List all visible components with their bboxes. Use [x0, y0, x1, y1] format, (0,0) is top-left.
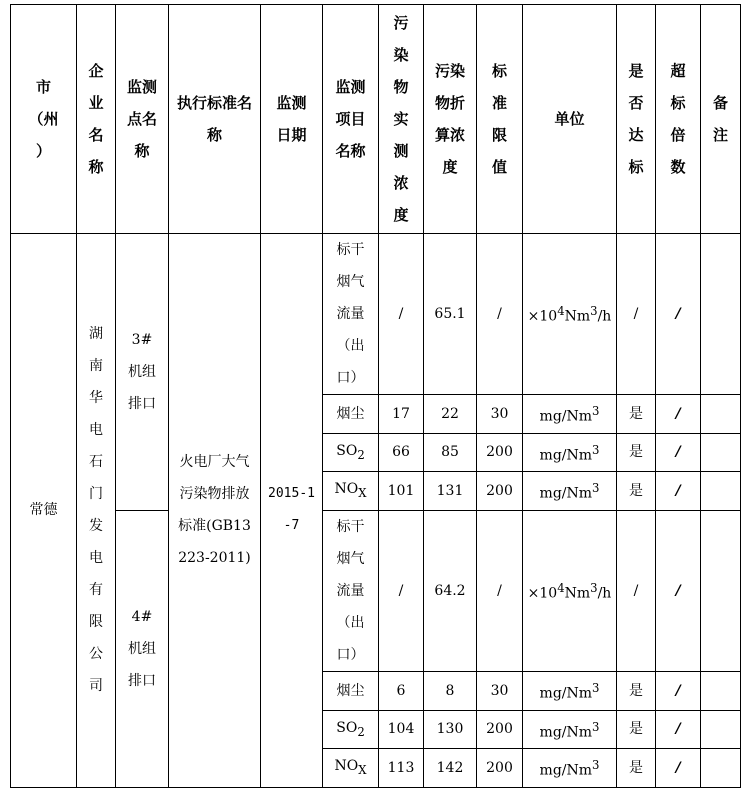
exceed-cell: /	[656, 671, 701, 710]
unit-cell: $\times 10^4Nm^3/h$	[523, 510, 617, 671]
item-cell: 标干烟气流量（出口）	[323, 234, 379, 395]
remark-cell	[701, 234, 741, 395]
converted-cell: 130	[424, 710, 477, 749]
converted-cell: 64.2	[424, 510, 477, 671]
actual-cell: 104	[379, 710, 424, 749]
exceed-cell: /	[656, 433, 701, 472]
remark-cell	[701, 395, 741, 434]
unit-cell: mg/Nm$^3$	[523, 472, 617, 511]
actual-cell: 66	[379, 433, 424, 472]
point-cell-1: 3#机组排口	[116, 234, 169, 511]
unit-cell: mg/Nm$^3$	[523, 749, 617, 788]
header-standard: 执行标准名称	[169, 5, 261, 234]
converted-cell: 142	[424, 749, 477, 788]
standard-cell: 火电厂大气污染物排放标准(GB13223-2011)	[169, 234, 261, 788]
header-date: 监测日期	[261, 5, 323, 234]
actual-cell: 101	[379, 472, 424, 511]
compliant-cell: /	[617, 234, 656, 395]
header-company: 企业名称	[77, 5, 116, 234]
converted-cell: 22	[424, 395, 477, 434]
compliant-cell: 是	[617, 671, 656, 710]
unit-cell: mg/Nm$^3$	[523, 671, 617, 710]
header-unit: 单位	[523, 5, 617, 234]
remark-cell	[701, 510, 741, 671]
unit-cell: mg/Nm$^3$	[523, 433, 617, 472]
city-cell: 常德	[11, 234, 77, 788]
converted-cell: 85	[424, 433, 477, 472]
actual-cell: /	[379, 234, 424, 395]
monitoring-table	[10, 4, 741, 788]
company-cell: 湖南华电石门发电有限公司	[77, 234, 116, 788]
exceed-cell: /	[656, 710, 701, 749]
exceed-cell: /	[656, 395, 701, 434]
header-limit: 标准限值	[477, 5, 523, 234]
converted-cell: 65.1	[424, 234, 477, 395]
actual-cell: 113	[379, 749, 424, 788]
actual-cell: 17	[379, 395, 424, 434]
limit-cell: /	[477, 510, 523, 671]
compliant-cell: /	[617, 510, 656, 671]
point-cell-2: 4#机组排口	[116, 510, 169, 787]
item-cell: 标干烟气流量（出口）	[323, 510, 379, 671]
compliant-cell: 是	[617, 433, 656, 472]
item-cell: $SO_2$	[323, 433, 379, 472]
exceed-cell: /	[656, 749, 701, 788]
exceed-cell: /	[656, 510, 701, 671]
limit-cell: 200	[477, 749, 523, 788]
remark-cell	[701, 433, 741, 472]
header-converted: 污染物折算浓度	[424, 5, 477, 234]
table-row	[11, 510, 741, 671]
limit-cell: 30	[477, 671, 523, 710]
compliant-cell: 是	[617, 749, 656, 788]
header-city: 市（州）	[11, 5, 77, 234]
compliant-cell: 是	[617, 472, 656, 511]
header-item: 监测项目名称	[323, 5, 379, 234]
converted-cell: 131	[424, 472, 477, 511]
actual-cell: /	[379, 510, 424, 671]
exceed-cell: /	[656, 472, 701, 511]
remark-cell	[701, 710, 741, 749]
converted-cell: 8	[424, 671, 477, 710]
exceed-cell: /	[656, 234, 701, 395]
unit-cell: mg/Nm$^3$	[523, 395, 617, 434]
date-cell: 2015-1-7	[261, 234, 323, 788]
header-compliant: 是否达标	[617, 5, 656, 234]
item-cell: $NO_X$	[323, 749, 379, 788]
actual-cell: 6	[379, 671, 424, 710]
remark-cell	[701, 472, 741, 511]
remark-cell	[701, 671, 741, 710]
limit-cell: 200	[477, 472, 523, 511]
item-cell: 烟尘	[323, 671, 379, 710]
header-point: 监测点名称	[116, 5, 169, 234]
item-cell: $SO_2$	[323, 710, 379, 749]
item-cell: 烟尘	[323, 395, 379, 434]
limit-cell: /	[477, 234, 523, 395]
compliant-cell: 是	[617, 710, 656, 749]
limit-cell: 30	[477, 395, 523, 434]
table-row	[11, 234, 741, 395]
item-cell: $NO_X$	[323, 472, 379, 511]
unit-cell: $\times 10^4Nm^3/h$	[523, 234, 617, 395]
header-row	[11, 5, 741, 234]
header-remark: 备注	[701, 5, 741, 234]
compliant-cell: 是	[617, 395, 656, 434]
header-actual: 污染物实测浓度	[379, 5, 424, 234]
remark-cell	[701, 749, 741, 788]
limit-cell: 200	[477, 433, 523, 472]
header-exceed: 超标倍数	[656, 5, 701, 234]
unit-cell: mg/Nm$^3$	[523, 710, 617, 749]
limit-cell: 200	[477, 710, 523, 749]
